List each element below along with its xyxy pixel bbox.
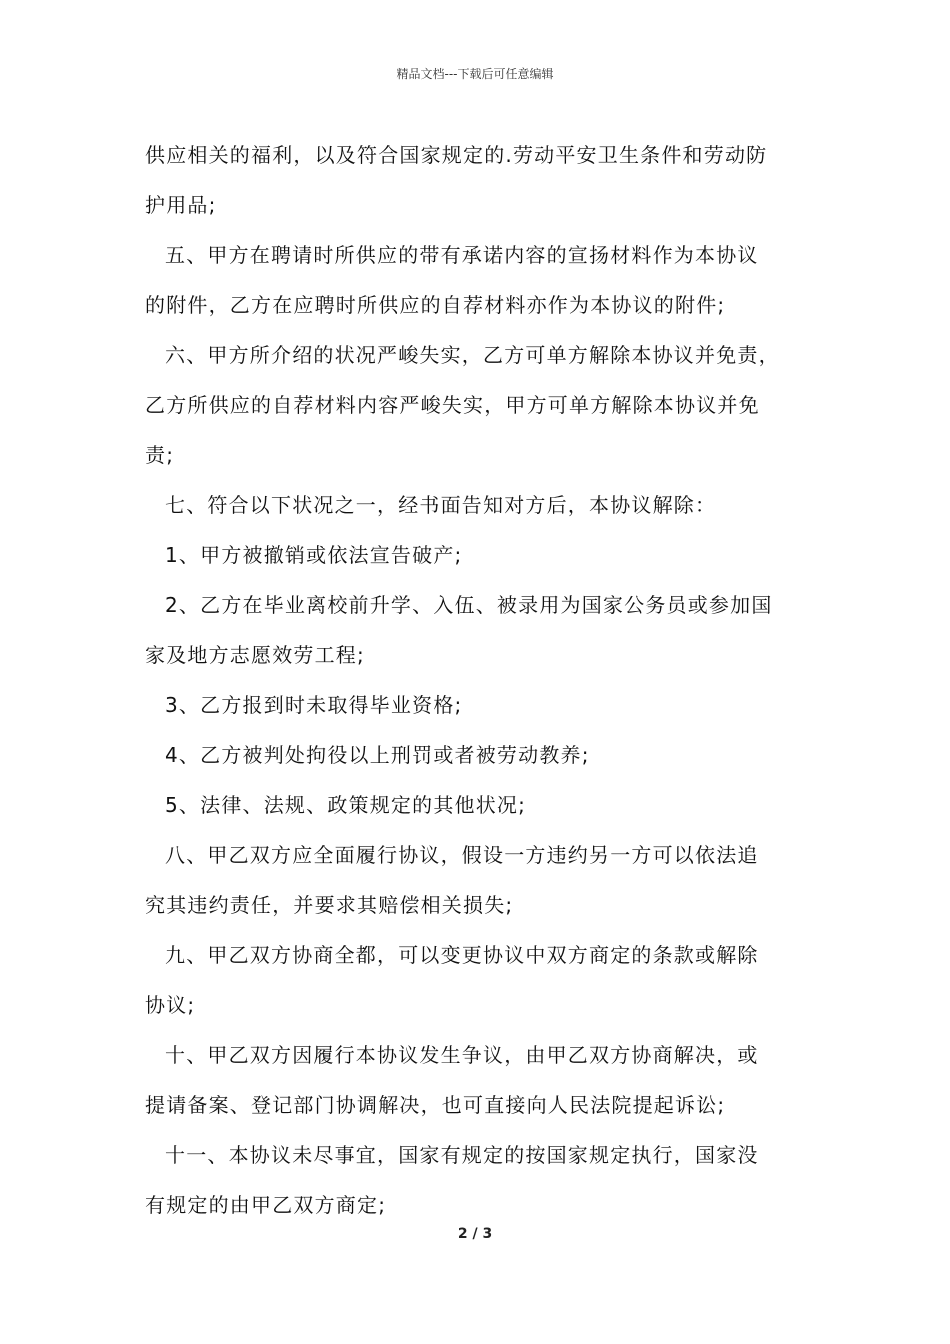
paragraph-line: 协议; xyxy=(145,993,196,1017)
page-current: 2 xyxy=(457,1226,468,1242)
header-text: 精品文档---下载后可任意编辑 xyxy=(396,67,554,81)
paragraph xyxy=(145,930,817,980)
paragraph-line: 1、甲方被撤销或依法宣告破产; xyxy=(165,543,463,567)
paragraph-line: 提请备案、登记部门协调解决，也可直接向人民法院提起诉讼; xyxy=(145,1093,726,1117)
paragraph-line: 八、甲乙双方应全面履行协议，假设一方违约另一方可以依法追 xyxy=(165,843,759,867)
page-total: 3 xyxy=(482,1226,493,1242)
paragraph xyxy=(145,130,817,230)
paragraph-line: 九、甲乙双方协商全都，可以变更协议中双方商定的条款或解除 xyxy=(165,943,759,967)
paragraph-line: 十一、本协议未尽事宜，国家有规定的按国家规定执行，国家没 xyxy=(165,1143,759,1167)
document-body xyxy=(145,130,817,1230)
paragraph xyxy=(145,880,817,930)
paragraph xyxy=(145,330,817,380)
paragraph xyxy=(145,830,817,880)
paragraph xyxy=(145,730,817,780)
paragraph-line: 五、甲方在聘请时所供应的带有承诺内容的宣扬材料作为本协议 xyxy=(165,243,759,267)
paragraph xyxy=(145,680,817,730)
paragraph-line: 4、乙方被判处拘役以上刑罚或者被劳动教养; xyxy=(165,743,590,767)
paragraph-line: 有规定的由甲乙双方商定; xyxy=(145,1193,387,1217)
paragraph xyxy=(145,1180,817,1230)
paragraph-line: 十、甲乙双方因履行本协议发生争议，由甲乙双方协商解决，或 xyxy=(165,1043,759,1067)
paragraph xyxy=(145,280,817,330)
paragraph xyxy=(145,580,817,630)
page-separator: / xyxy=(472,1226,478,1242)
paragraph-line: 七、符合以下状况之一，经书面告知对方后，本协议解除： xyxy=(165,493,717,517)
paragraph xyxy=(145,780,817,830)
paragraph-line: 2、乙方在毕业离校前升学、入伍、被录用为国家公务员或参加国 xyxy=(165,593,773,617)
paragraph xyxy=(145,1030,817,1080)
paragraph-line: 家及地方志愿效劳工程; xyxy=(145,643,365,667)
page-header xyxy=(0,66,950,82)
paragraph-line: 5、法律、法规、政策规定的其他状况; xyxy=(165,793,527,817)
paragraph xyxy=(145,1080,817,1130)
paragraph xyxy=(145,380,817,480)
paragraph-line: 护用品; xyxy=(145,193,217,217)
paragraph xyxy=(145,1130,817,1180)
paragraph-line: 究其违约责任，并要求其赔偿相关损失; xyxy=(145,893,514,917)
paragraph-line: 六、甲方所介绍的状况严峻失实，乙方可单方解除本协议并免责， xyxy=(165,343,780,367)
paragraph xyxy=(145,530,817,580)
paragraph-line: 责; xyxy=(145,443,175,467)
page-number xyxy=(0,1226,950,1242)
paragraph xyxy=(145,480,817,530)
paragraph xyxy=(145,230,817,280)
paragraph-line: 的附件，乙方在应聘时所供应的自荐材料亦作为本协议的附件; xyxy=(145,293,726,317)
paragraph xyxy=(145,630,817,680)
paragraph xyxy=(145,980,817,1030)
paragraph-line: 供应相关的福利，以及符合国家规定的.劳动平安卫生条件和劳动防 xyxy=(145,143,768,167)
paragraph-line: 乙方所供应的自荐材料内容严峻失实，甲方可单方解除本协议并免 xyxy=(145,393,760,417)
paragraph-line: 3、乙方报到时未取得毕业资格; xyxy=(165,693,463,717)
